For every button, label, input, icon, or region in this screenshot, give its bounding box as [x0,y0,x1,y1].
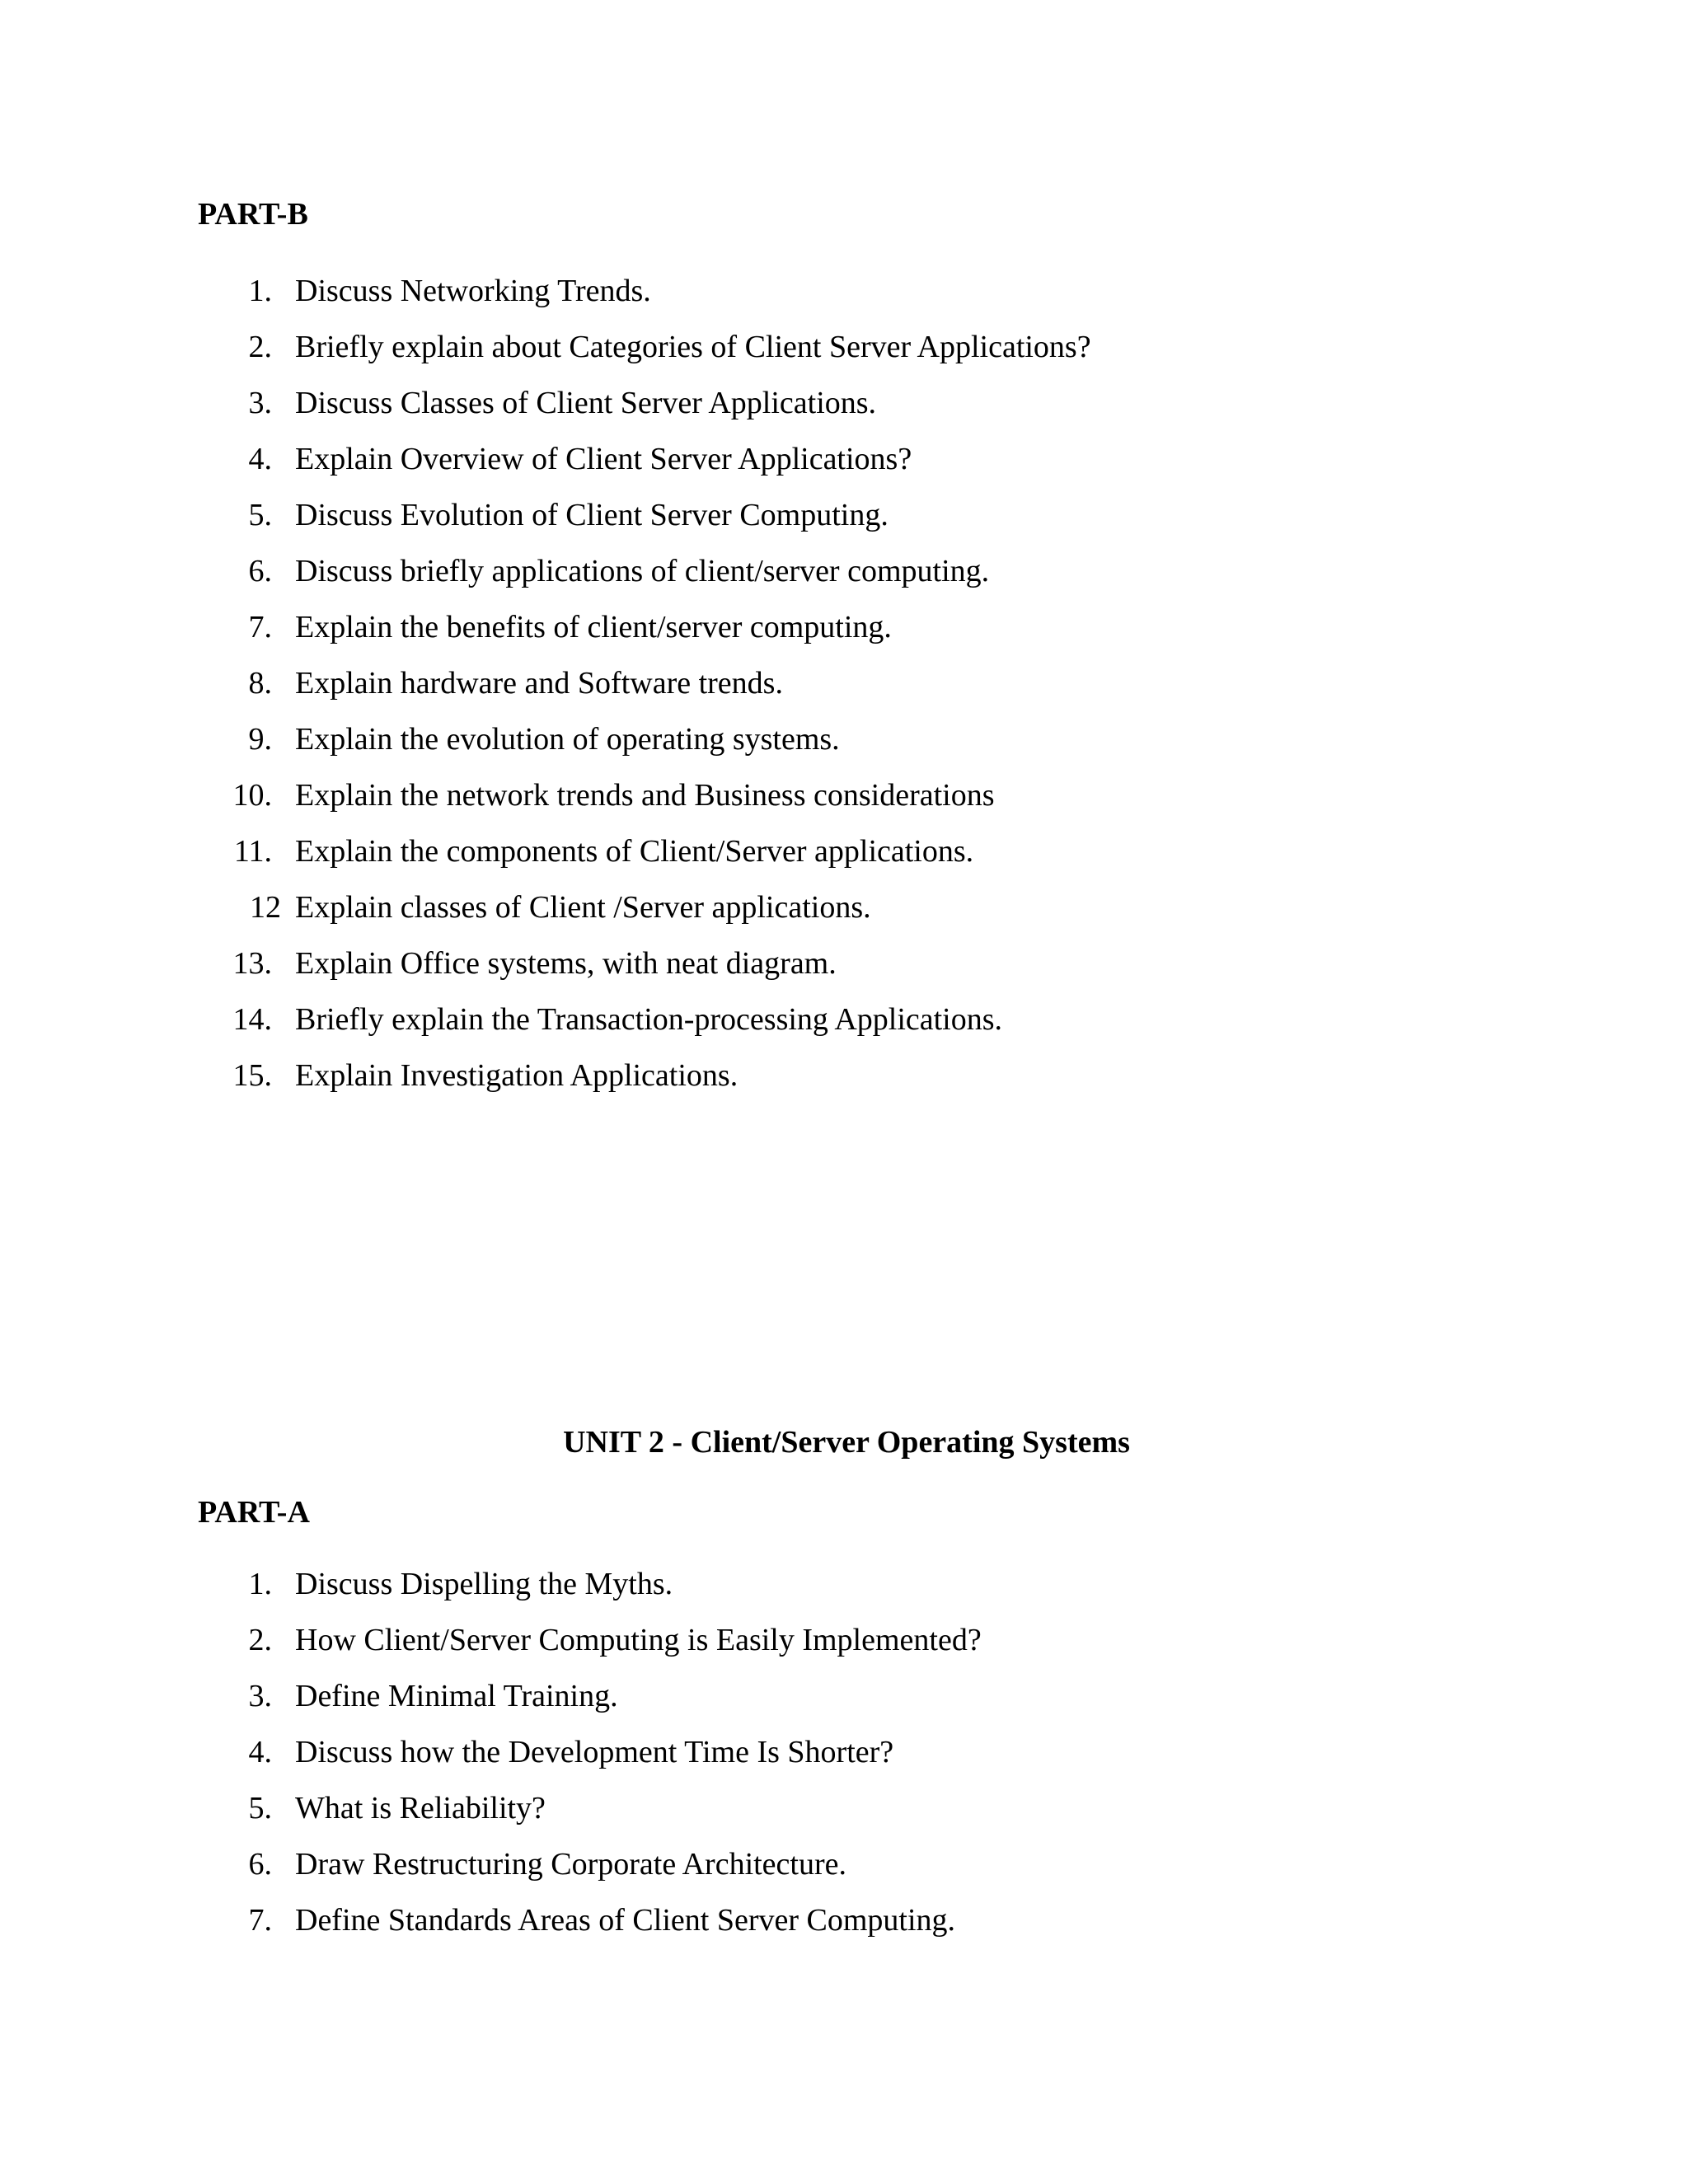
question-text: Discuss Networking Trends. [295,274,651,308]
question-text: Explain Investigation Applications. [295,1058,738,1093]
question-number: 4. [248,442,272,476]
question-number: 5. [248,498,272,532]
question-text: Briefly explain the Transaction-processing Applications. [295,1002,1003,1037]
question-text: Briefly explain about Categories of Client Server Applications? [295,330,1091,364]
question-number: 10. [232,778,272,813]
question-number: 6. [248,554,272,588]
unit-2-title: UNIT 2 - Client/Server Operating Systems [563,1425,1130,1460]
question-text: Explain the evolution of operating systems. [295,722,840,757]
question-number: 1. [248,1567,272,1601]
question-text: Discuss Evolution of Client Server Computing. [295,498,889,532]
question-number: 5. [248,1791,272,1825]
question-number: 14. [232,1002,272,1037]
question-number: 12 [250,890,281,925]
question-text: Define Standards Areas of Client Server Computing. [295,1903,956,1938]
question-text: Explain the components of Client/Server applications. [295,834,974,869]
question-number: 15. [232,1058,272,1093]
question-text: Discuss how the Development Time Is Shorter? [295,1735,894,1769]
question-text: Explain the benefits of client/server computing. [295,610,892,644]
question-text: How Client/Server Computing is Easily Implemented? [295,1623,982,1657]
question-text: Discuss Classes of Client Server Applications. [295,386,877,420]
question-text: Explain the network trends and Business considerations [295,778,995,813]
question-number: 11. [233,834,272,869]
question-number: 3. [248,1679,272,1713]
question-text: Draw Restructuring Corporate Architecture. [295,1847,846,1882]
part-b-heading: PART-B [198,197,308,232]
question-text: Explain Office systems, with neat diagram. [295,946,837,981]
question-number: 7. [248,610,272,644]
question-text: What is Reliability? [295,1791,546,1825]
question-text: Discuss briefly applications of client/server computing. [295,554,990,588]
question-text: Define Minimal Training. [295,1679,618,1713]
question-number: 4. [248,1735,272,1769]
question-text: Discuss Dispelling the Myths. [295,1567,673,1601]
question-text: Explain classes of Client /Server applications. [295,890,871,925]
question-number: 1. [248,274,272,308]
question-number: 13. [232,946,272,981]
question-number: 8. [248,666,272,701]
question-number: 9. [248,722,272,757]
unit-2-heading [0,1424,1688,1460]
part-a-heading: PART-A [198,1495,310,1530]
question-number: 2. [248,330,272,364]
question-number: 7. [248,1903,272,1938]
question-number: 3. [248,386,272,420]
question-text: Explain Overview of Client Server Applications? [295,442,912,476]
question-text: Explain hardware and Software trends. [295,666,783,701]
question-number: 6. [248,1847,272,1882]
question-number: 2. [248,1623,272,1657]
